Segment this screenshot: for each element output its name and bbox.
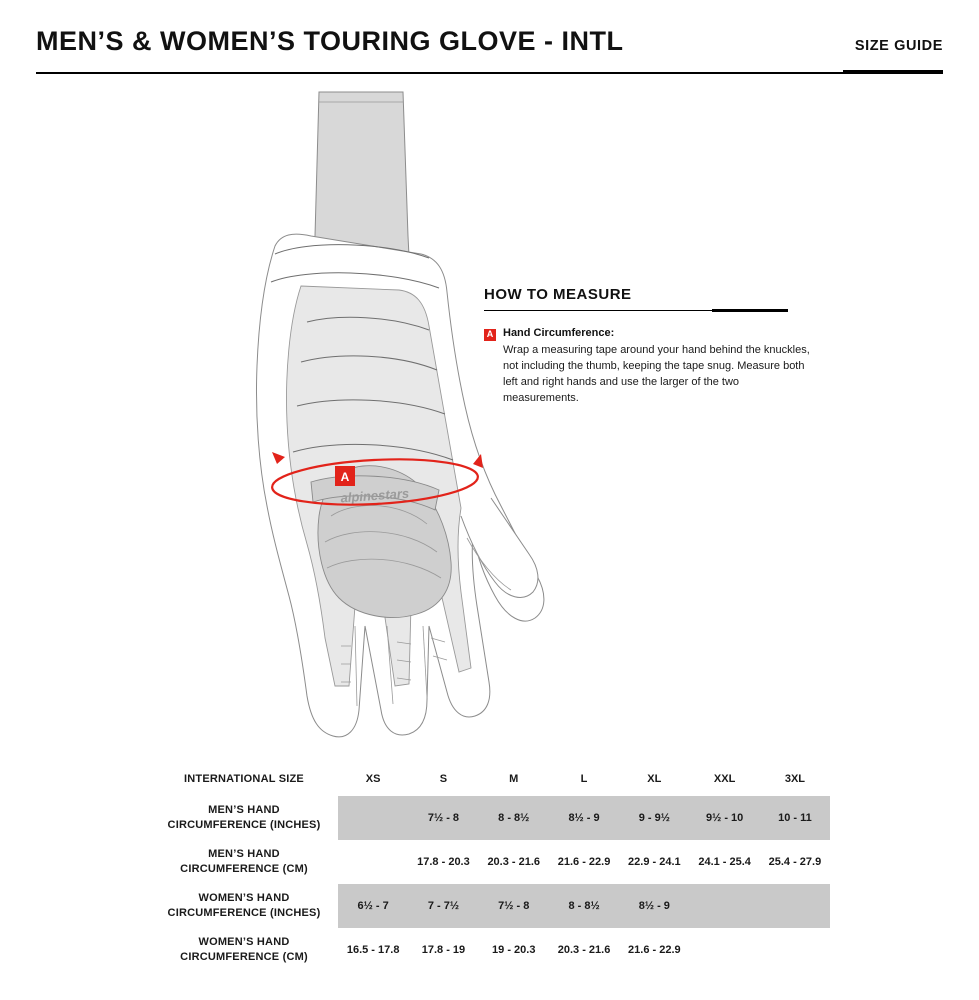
row-label-mens-inches — [150, 796, 338, 840]
row-label-womens-cm — [150, 928, 338, 972]
row-label-line2: CIRCUMFERENCE (CM) — [180, 863, 308, 875]
table-row — [150, 796, 830, 840]
table-row — [150, 884, 830, 928]
row-label-line1: MEN’S HAND — [208, 848, 280, 861]
cell — [760, 884, 830, 928]
size-col-6: 3XL — [784, 773, 806, 785]
cell: 24.1 - 25.4 — [698, 856, 751, 868]
cell — [689, 884, 759, 928]
cell: 17.8 - 19 — [421, 944, 466, 956]
row-label-line2: CIRCUMFERENCE (INCHES) — [167, 907, 321, 919]
cell: 16.5 - 17.8 — [346, 944, 400, 956]
size-col-0: XS — [365, 773, 381, 785]
measure-badge-a: A — [484, 329, 496, 341]
cell: 20.3 - 21.6 — [487, 856, 541, 868]
size-col-3: L — [580, 773, 588, 785]
row-label-line2: CIRCUMFERENCE (INCHES) — [167, 819, 321, 831]
how-to-measure-divider — [484, 309, 814, 313]
header-divider-accent — [843, 70, 943, 74]
cell — [689, 928, 759, 972]
measure-item-label: Hand Circumference: — [503, 327, 615, 339]
cell: 21.6 - 22.9 — [557, 856, 611, 868]
row-label-mens-cm — [150, 840, 338, 884]
size-col-1: S — [439, 773, 448, 785]
how-to-measure-item — [484, 327, 814, 407]
cell: 7 - 7½ — [408, 884, 478, 928]
row-label-line2: CIRCUMFERENCE (CM) — [180, 951, 308, 963]
measure-item-body: Wrap a measuring tape around your hand behind the knuckles, not including the thumb, keeping the tape snug. Measure both left and right hands and use the larger of the two measurements. — [503, 343, 810, 404]
size-table-wrapper — [150, 762, 830, 972]
cell: 25.4 - 27.9 — [768, 856, 822, 868]
cell: 8 - 8½ — [549, 884, 619, 928]
cell: 19 - 20.3 — [492, 944, 536, 956]
page-header — [36, 28, 943, 55]
cell: 10 - 11 — [760, 796, 830, 840]
how-to-measure-title: HOW TO MEASURE — [484, 286, 632, 303]
cell — [338, 840, 408, 884]
cell: 8½ - 9 — [549, 796, 619, 840]
cell: 9 - 9½ — [619, 796, 689, 840]
size-col-2: M — [509, 773, 519, 785]
cell — [760, 928, 830, 972]
cell: 6½ - 7 — [338, 884, 408, 928]
cell: 7½ - 8 — [479, 884, 549, 928]
cell: 21.6 - 22.9 — [628, 944, 681, 956]
size-table — [150, 762, 830, 972]
size-guide-label-wrap — [855, 39, 943, 56]
cell: 9½ - 10 — [689, 796, 759, 840]
size-guide-label: SIZE GUIDE — [854, 37, 943, 54]
cell: 8 - 8½ — [479, 796, 549, 840]
table-row — [150, 928, 830, 972]
size-col-5: XXL — [713, 773, 736, 785]
table-row — [150, 840, 830, 884]
size-col-4: XL — [647, 773, 662, 785]
header-divider — [36, 72, 943, 74]
measure-text-wrap — [503, 327, 814, 407]
brand-text: alpinestars — [340, 485, 410, 506]
table-header-row — [150, 762, 830, 796]
row-label-womens-inches — [150, 884, 338, 928]
cell: 22.9 - 24.1 — [628, 856, 681, 868]
page-title: MEN’S & WOMEN’S TOURING GLOVE - INTL — [36, 26, 624, 56]
how-to-measure-section — [484, 286, 814, 407]
cell: 17.8 - 20.3 — [417, 856, 470, 868]
cell: 20.3 - 21.6 — [557, 944, 611, 956]
row-label-line1: MEN’S HAND — [208, 804, 280, 817]
cell: 8½ - 9 — [619, 884, 689, 928]
table-header-label: INTERNATIONAL SIZE — [184, 772, 304, 785]
glove-illustration — [215, 86, 555, 746]
measurement-marker-label: A — [340, 470, 350, 484]
how-to-measure-divider-thick — [712, 309, 788, 312]
cell — [338, 796, 408, 840]
row-label-line1: WOMEN’S HAND — [198, 892, 290, 905]
cell: 7½ - 8 — [408, 796, 478, 840]
row-label-line1: WOMEN’S HAND — [198, 936, 290, 949]
